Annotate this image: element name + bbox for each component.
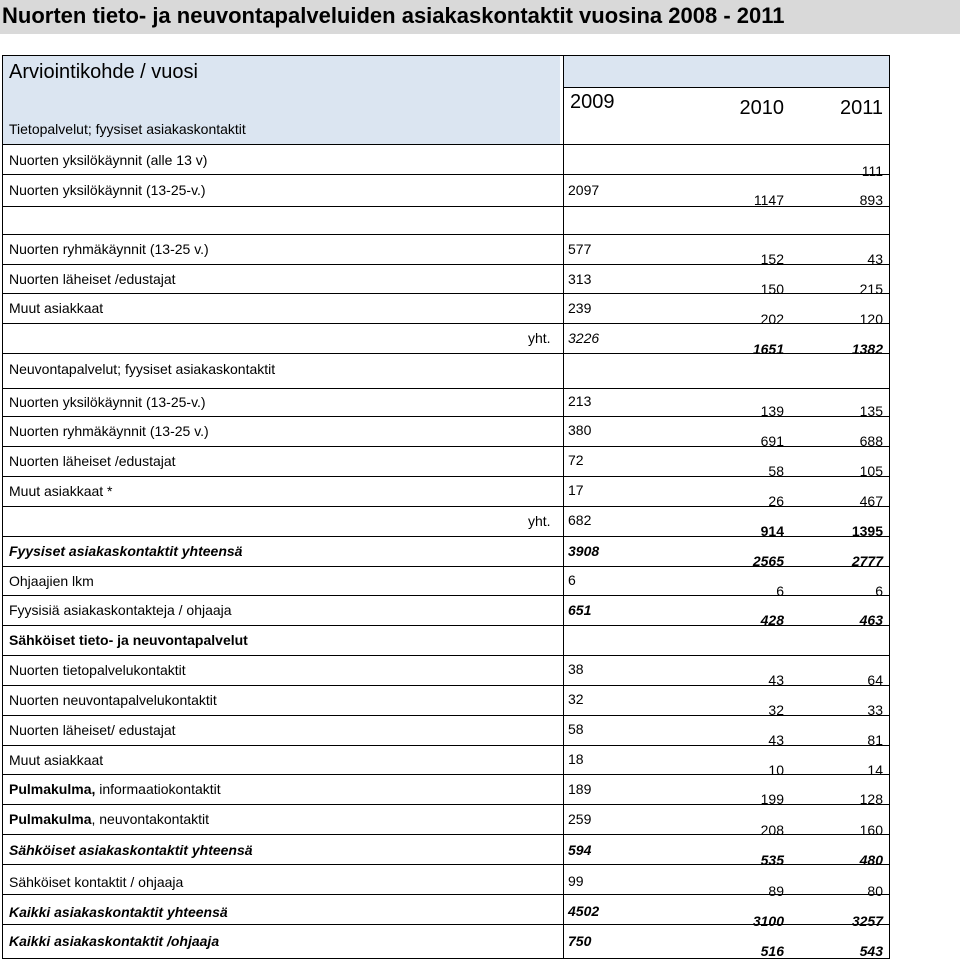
value-2011: 3257 — [851, 913, 883, 929]
row-label: Fyysisiä asiakaskontakteja / ohjaaja — [9, 602, 232, 618]
value-2011: 215 — [859, 281, 883, 297]
pulmakulma-rest: informaatiokontaktit — [95, 781, 221, 797]
value-2009: 3226 — [568, 330, 600, 346]
value-2009: 4502 — [568, 903, 600, 919]
pulmakulma-bold: Pulmakulma, — [9, 781, 96, 797]
section-heading: Sähköiset tieto- ja neuvontapalvelut — [9, 632, 248, 648]
row-label: Ohjaajien lkm — [9, 573, 94, 589]
value-2010: 26 — [768, 493, 784, 509]
pulmakulma-bold: Pulmakulma — [9, 811, 92, 827]
row-label — [9, 781, 221, 797]
value-2011: 128 — [859, 791, 883, 807]
value-2009: 239 — [568, 300, 592, 316]
value-2010: 152 — [760, 251, 784, 267]
row-label: Muut asiakkaat — [9, 752, 104, 768]
value-2011: 6 — [875, 583, 883, 599]
value-2011: 80 — [867, 883, 883, 899]
row-label: Nuorten tietopalvelukontaktit — [9, 662, 186, 678]
value-2009: 313 — [568, 271, 592, 287]
value-2010: 691 — [760, 433, 784, 449]
header-year-2011: 2011 — [839, 97, 883, 119]
value-2011: 467 — [859, 493, 883, 509]
value-2009: 2097 — [568, 182, 600, 198]
value-2011: 1395 — [851, 523, 883, 539]
value-2009: 32 — [568, 691, 584, 707]
value-2009: 99 — [568, 873, 584, 889]
total-label: Sähköiset asiakaskontaktit yhteensä — [9, 842, 253, 858]
value-2010: 535 — [760, 852, 784, 868]
value-2010: 89 — [768, 883, 784, 899]
value-2010: 1147 — [753, 192, 784, 208]
row-label: Nuorten yksilökäynnit (13-25-v.) — [9, 182, 206, 198]
value-2011: 688 — [859, 433, 883, 449]
value-2010: 199 — [760, 791, 784, 807]
value-2011: 2777 — [851, 553, 883, 569]
value-2009: 577 — [568, 241, 592, 257]
value-2011: 111 — [861, 163, 883, 179]
value-2011: 543 — [859, 943, 883, 959]
value-2009: 750 — [568, 933, 592, 949]
value-2011: 463 — [859, 612, 883, 628]
value-2009: 72 — [568, 452, 584, 468]
header-year-2009: 2009 — [570, 91, 615, 113]
value-2010: 428 — [760, 612, 784, 628]
value-2010: 202 — [760, 311, 784, 327]
value-2009: 58 — [568, 721, 584, 737]
value-2011: 135 — [859, 403, 883, 419]
value-2010: 32 — [768, 702, 784, 718]
row-label: Muut asiakkaat — [9, 300, 104, 316]
page-title: Nuorten tieto- ja neuvontapalveluiden asiakaskontaktit vuosina 2008 - 2011 — [2, 3, 785, 28]
row-label: Nuorten läheiset/ edustajat — [9, 722, 176, 738]
header-label: Arviointikohde / vuosi — [9, 61, 198, 83]
row-label: Nuorten yksilökäynnit (alle 13 v) — [9, 152, 208, 168]
row-label: Tietopalvelut; fyysiset asiakaskontaktit — [9, 121, 246, 137]
value-2011: 893 — [859, 192, 883, 208]
value-2010: 10 — [768, 762, 784, 778]
value-2011: 33 — [867, 702, 883, 718]
value-2010: 1651 — [752, 341, 784, 357]
value-2009: 18 — [568, 751, 584, 767]
value-2010: 516 — [760, 943, 784, 959]
row-label: Nuorten läheiset /edustajat — [9, 271, 176, 287]
value-2011: 64 — [867, 672, 883, 688]
value-2009: 259 — [568, 811, 592, 827]
row-label: Nuorten läheiset /edustajat — [9, 453, 176, 469]
value-2011: 81 — [867, 732, 883, 748]
total-label: Kaikki asiakaskontaktit yhteensä — [9, 904, 228, 920]
row-label: Nuorten ryhmäkäynnit (13-25 v.) — [9, 423, 209, 439]
value-2010: 6 — [776, 583, 784, 599]
value-2009: 3908 — [568, 543, 600, 559]
value-2009: 6 — [568, 572, 576, 588]
row-label: Nuorten yksilökäynnit (13-25-v.) — [9, 394, 206, 410]
value-2009: 682 — [568, 512, 592, 528]
value-2009: 651 — [568, 602, 592, 618]
header-years-background — [564, 56, 889, 88]
value-2009: 213 — [568, 393, 592, 409]
value-2011: 43 — [867, 251, 883, 267]
value-2011: 1382 — [851, 341, 883, 357]
value-2009: 38 — [568, 661, 584, 677]
subtotal-label: yht. — [528, 330, 551, 346]
value-2011: 14 — [867, 762, 883, 778]
row-label: Nuorten ryhmäkäynnit (13-25 v.) — [9, 241, 209, 257]
value-2010: 3100 — [752, 913, 784, 929]
value-2011: 105 — [859, 463, 883, 479]
value-2010: 2565 — [752, 553, 784, 569]
total-label: Fyysiset asiakaskontaktit yhteensä — [9, 543, 243, 559]
row-label — [9, 811, 209, 827]
header-year-2010: 2010 — [739, 97, 784, 119]
row-label: Muut asiakkaat * — [9, 483, 113, 499]
section-heading: Neuvontapalvelut; fyysiset asiakaskontaktit — [9, 361, 276, 377]
value-2010: 43 — [768, 732, 784, 748]
value-2009: 17 — [568, 482, 584, 498]
value-2009: 594 — [568, 842, 592, 858]
value-2011: 160 — [859, 822, 883, 838]
row-label: Nuorten neuvontapalvelukontaktit — [9, 692, 217, 708]
pulmakulma-rest: , neuvontakontaktit — [91, 811, 210, 827]
value-2010: 43 — [768, 672, 784, 688]
value-2010: 150 — [760, 281, 784, 297]
value-2010: 208 — [760, 822, 784, 838]
total-label: Kaikki asiakaskontaktit /ohjaaja — [9, 933, 220, 949]
value-2011: 120 — [859, 311, 883, 327]
subtotal-label: yht. — [528, 513, 551, 529]
value-2009: 189 — [568, 781, 592, 797]
value-2010: 58 — [768, 463, 784, 479]
value-2009: 380 — [568, 422, 592, 438]
value-2011: 480 — [859, 852, 883, 868]
row-label: Sähköiset kontaktit / ohjaaja — [9, 874, 184, 890]
value-2010: 139 — [760, 403, 784, 419]
value-2010: 914 — [760, 523, 784, 539]
